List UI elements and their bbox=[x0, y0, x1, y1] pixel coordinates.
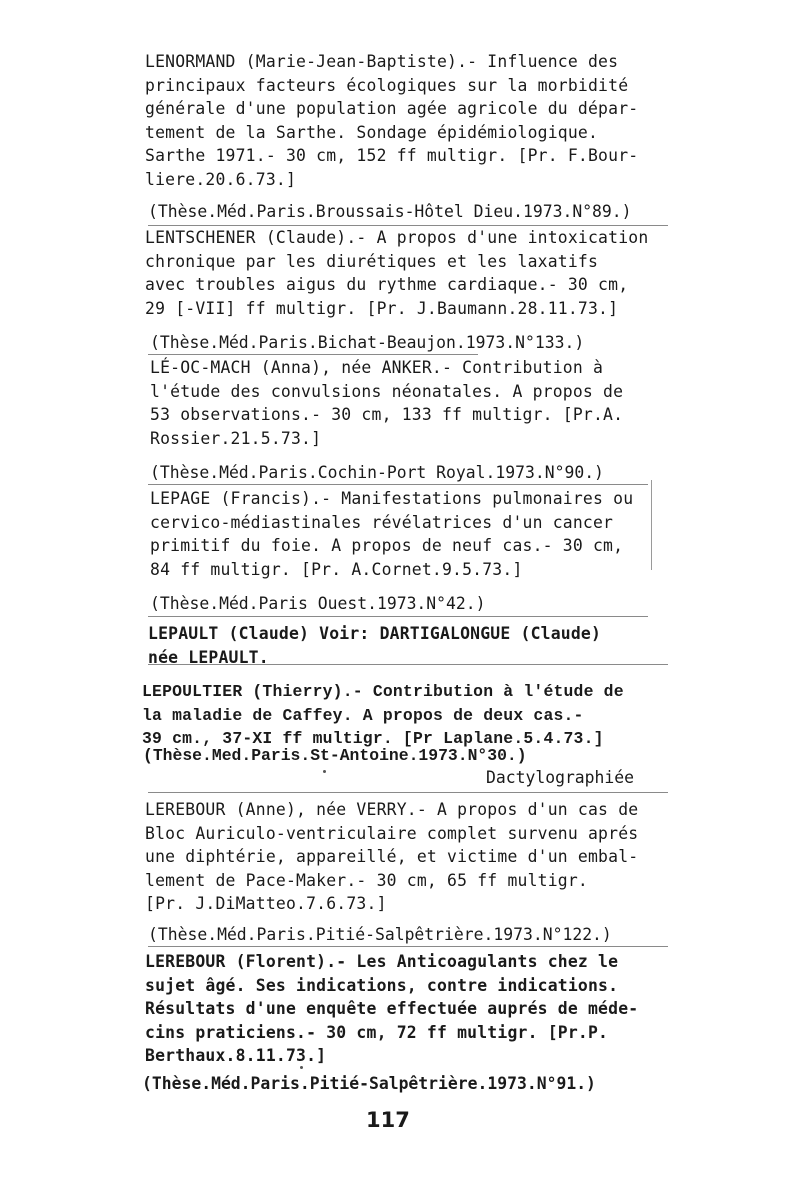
entry-line: générale d'une population agée agricole du dépar- bbox=[145, 99, 639, 118]
separator-line bbox=[148, 664, 668, 665]
entry-source: (Thèse.Méd.Paris.Pitié-Salpêtrière.1973.N°122.) bbox=[148, 925, 612, 944]
page-number: 117 bbox=[366, 1108, 410, 1132]
separator-line bbox=[148, 792, 668, 793]
entry-line: l'étude des convulsions néonatales. A propos de bbox=[150, 381, 624, 401]
entry-lepault bbox=[148, 622, 668, 669]
entry-line: LEPOULTIER (Thierry).- Contribution à l'étude de bbox=[142, 682, 624, 701]
entry-line: 84 ff multigr. [Pr. A.Cornet.9.5.73.] bbox=[150, 559, 523, 579]
entry-line: LEREBOUR (Florent).- Les Anticoagulants chez le bbox=[145, 952, 619, 971]
entry-line: LEREBOUR (Anne), née VERRY.- A propos d'un cas de bbox=[145, 800, 639, 819]
separator-line bbox=[148, 946, 668, 947]
entry-lerebour-florent bbox=[145, 950, 665, 1068]
entry-source: (Thèse.Méd.Paris.Bichat-Beaujon.1973.N°133.) bbox=[150, 333, 585, 352]
entry-line: une diphtérie, appareillé, et victime d'un embal- bbox=[145, 847, 639, 866]
entry-line: LÉ-OC-MACH (Anna), née ANKER.- Contribution à bbox=[150, 358, 604, 377]
entry-lerebour-anne bbox=[145, 798, 665, 916]
entry-lepoultier bbox=[142, 680, 662, 751]
entry-line: principaux facteurs écologiques sur la morbidité bbox=[145, 75, 629, 95]
entry-line: Bloc Auriculo-ventriculaire complet survenu aprés bbox=[145, 823, 639, 843]
entry-line: liere.20.6.73.] bbox=[145, 169, 297, 189]
entry-lepage bbox=[150, 487, 670, 581]
entry-le-oc-mach bbox=[150, 356, 670, 450]
separator-line bbox=[148, 616, 648, 617]
entry-line: Berthaux.8.11.73.] bbox=[145, 1046, 327, 1065]
entry-line: 53 observations.- 30 cm, 133 ff multigr. [Pr.A. bbox=[150, 405, 624, 424]
entry-line: sujet âgé. Ses indications, contre indications. bbox=[145, 975, 619, 995]
entry-source: (Thèse.Med.Paris.St-Antoine.1973.N°30.) bbox=[143, 746, 527, 765]
entry-line: LEPAGE (Francis).- Manifestations pulmonaires ou bbox=[150, 489, 634, 508]
scan-speck bbox=[300, 1066, 303, 1069]
entry-line: la maladie de Caffey. A propos de deux cas.- bbox=[142, 705, 584, 725]
entry-line: Résultats d'une enquête effectuée auprés de médе- bbox=[145, 999, 639, 1018]
separator-line bbox=[148, 484, 648, 485]
entry-lentschener bbox=[145, 226, 665, 320]
entry-line: 39 cm., 37-XI ff multigr. [Pr Laplane.5.4.73.] bbox=[142, 729, 604, 748]
entry-source: (Thèse.Méd.Paris.Broussais-Hôtel Dieu.1973.N°89.) bbox=[148, 202, 632, 221]
entry-source: (Thèse.Méd.Paris.Cochin-Port Royal.1973.N°90.) bbox=[150, 463, 604, 482]
entry-lenormand bbox=[145, 50, 665, 191]
entry-note: Dactylographiée bbox=[486, 768, 635, 787]
entry-line: cins praticiens.- 30 cm, 72 ff multigr. [Pr.P. bbox=[145, 1022, 609, 1042]
entry-line: avec troubles aigus du rythme cardiaque.- 30 cm, bbox=[145, 275, 629, 294]
separator-line bbox=[148, 354, 478, 355]
entry-line: tement de la Sarthe. Sondage épidémiologique. bbox=[145, 122, 599, 142]
entry-line: cervico-médiastinales révélatrices d'un cancer bbox=[150, 512, 614, 532]
scan-speck bbox=[323, 770, 326, 773]
entry-line: Sarthe 1971.- 30 cm, 152 ff multigr. [Pr. F.Bour- bbox=[145, 146, 639, 165]
entry-source: (Thèse.Méd.Paris Ouest.1973.N°42.) bbox=[150, 594, 486, 613]
entry-source: (Thèse.Méd.Paris.Pitié-Salpêtrière.1973.N°91.) bbox=[142, 1074, 596, 1093]
entry-line: née LEPAULT. bbox=[148, 647, 269, 667]
entry-line: Rossier.21.5.73.] bbox=[150, 428, 322, 448]
entry-line: LENTSCHENER (Claude).- A propos d'une intoxication bbox=[145, 228, 649, 247]
entry-line: lement de Pace-Maker.- 30 cm, 65 ff multigr. bbox=[145, 870, 588, 890]
entry-line: [Pr. J.DiMatteo.7.6.73.] bbox=[145, 894, 387, 913]
entry-line: chronique par les diurétiques et les laxatifs bbox=[145, 251, 599, 271]
entry-line: 29 [-VII] ff multigr. [Pr. J.Baumann.28.11.73.] bbox=[145, 298, 619, 318]
entry-line: LEPAULT (Claude) Voir: DARTIGALONGUE (Claude) bbox=[148, 624, 602, 643]
entry-line: LENORMAND (Marie-Jean-Baptiste).- Influence des bbox=[145, 52, 619, 71]
entry-line: primitif du foie. A propos de neuf cas.- 30 cm, bbox=[150, 536, 624, 555]
